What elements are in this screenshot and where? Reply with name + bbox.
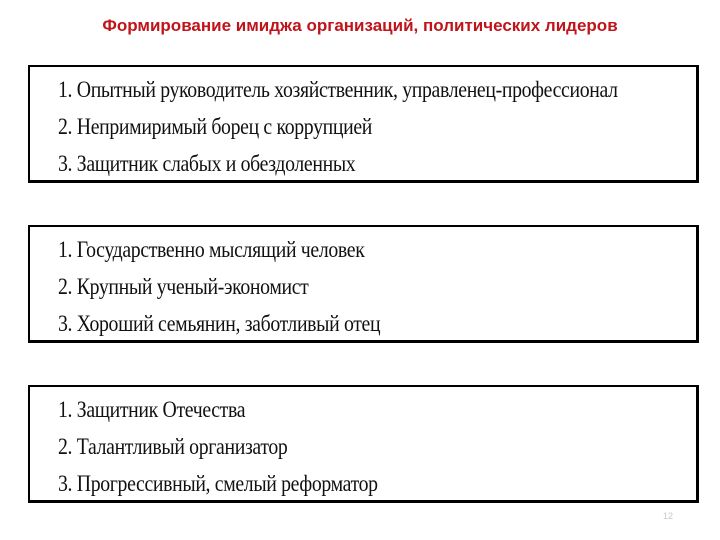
image-group-box-2 — [28, 225, 699, 343]
slide-title: Формирование имиджа организаций, политических лидеров — [102, 16, 618, 35]
list-item: 3. Защитник слабых и обездоленных — [58, 151, 356, 176]
list-item: 3. Хороший семьянин, заботливый отец — [58, 311, 381, 336]
list-item: 1. Опытный руководитель хозяйственник, управленец-профессионал — [58, 77, 618, 102]
list-item: 2. Непримиримый борец с коррупцией — [58, 114, 373, 139]
image-group-box-3 — [28, 385, 699, 503]
image-group-box-1 — [28, 65, 699, 183]
page-number: 12 — [663, 511, 674, 521]
list-item: 2. Крупный ученый-экономист — [58, 274, 309, 299]
list-item: 3. Прогрессивный, смелый реформатор — [58, 471, 378, 496]
list-item: 2. Талантливый организатор — [58, 434, 288, 459]
list-item: 1. Защитник Отечества — [58, 397, 246, 422]
list-item: 1. Государственно мыслящий человек — [58, 237, 365, 262]
